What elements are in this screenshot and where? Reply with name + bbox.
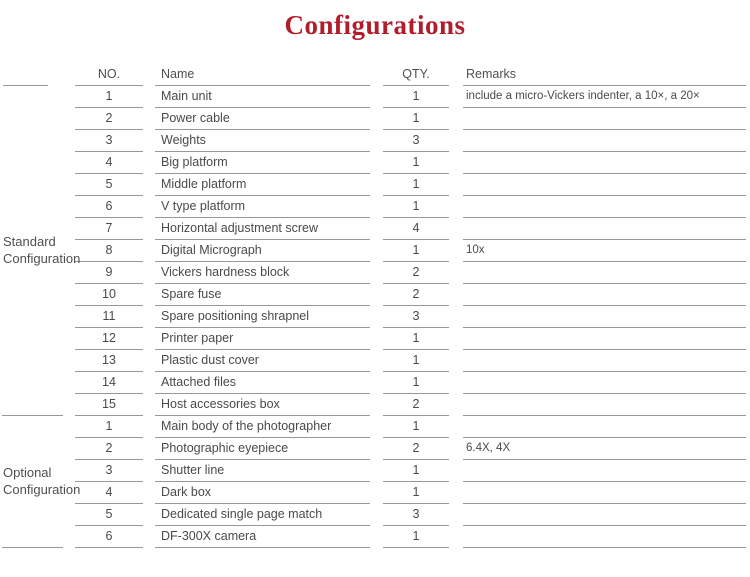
cell-no: 14 — [75, 372, 143, 394]
cell-name: Middle platform — [155, 174, 370, 196]
table-header-row — [0, 64, 750, 86]
cell-no: 8 — [75, 240, 143, 262]
cell-qty: 4 — [383, 218, 449, 240]
column-header-no: NO. — [75, 64, 143, 86]
table-row — [0, 394, 750, 416]
cell-no: 4 — [75, 152, 143, 174]
cell-qty: 1 — [383, 350, 449, 372]
cell-qty: 1 — [383, 108, 449, 130]
cell-qty: 1 — [383, 174, 449, 196]
cell-remarks — [463, 306, 746, 328]
cell-name: DF-300X camera — [155, 526, 370, 548]
table-row — [0, 152, 750, 174]
cell-name: Dedicated single page match — [155, 504, 370, 526]
cell-qty: 1 — [383, 240, 449, 262]
cell-remarks — [463, 284, 746, 306]
table-row — [0, 86, 750, 108]
cell-no: 4 — [75, 482, 143, 504]
cell-remarks — [463, 196, 746, 218]
cell-name: V type platform — [155, 196, 370, 218]
table-row — [0, 372, 750, 394]
cell-remarks — [463, 482, 746, 504]
cell-remarks — [463, 526, 746, 548]
cell-remarks — [463, 504, 746, 526]
table-row — [0, 130, 750, 152]
cell-qty: 2 — [383, 262, 449, 284]
cell-no: 6 — [75, 526, 143, 548]
cell-name: Digital Micrograph — [155, 240, 370, 262]
cell-remarks — [463, 262, 746, 284]
cell-remarks — [463, 416, 746, 438]
cell-remarks — [463, 130, 746, 152]
cell-no: 11 — [75, 306, 143, 328]
cell-remarks: 10x — [463, 240, 746, 262]
cell-no: 9 — [75, 262, 143, 284]
section-boundary-line — [2, 394, 63, 416]
cell-name: Vickers hardness block — [155, 262, 370, 284]
cell-name: Shutter line — [155, 460, 370, 482]
cell-no: 13 — [75, 350, 143, 372]
cell-qty: 3 — [383, 504, 449, 526]
cell-remarks — [463, 460, 746, 482]
column-header-remarks: Remarks — [463, 64, 746, 86]
cell-remarks: include a micro-Vickers indenter, a 10×, a 20× — [463, 86, 746, 108]
cell-name: Weights — [155, 130, 370, 152]
cell-no: 10 — [75, 284, 143, 306]
cell-remarks — [463, 372, 746, 394]
table-row — [0, 438, 750, 460]
table-row — [0, 416, 750, 438]
cell-no: 3 — [75, 460, 143, 482]
cell-name: Printer paper — [155, 328, 370, 350]
cell-name: Plastic dust cover — [155, 350, 370, 372]
cell-remarks — [463, 394, 746, 416]
cell-remarks — [463, 218, 746, 240]
column-header-name: Name — [155, 64, 370, 86]
cell-qty: 2 — [383, 438, 449, 460]
cell-qty: 1 — [383, 152, 449, 174]
cell-qty: 1 — [383, 196, 449, 218]
cell-no: 12 — [75, 328, 143, 350]
cell-name: Photographic eyepiece — [155, 438, 370, 460]
cell-no: 2 — [75, 438, 143, 460]
table-row — [0, 350, 750, 372]
cell-no: 2 — [75, 108, 143, 130]
table-row — [0, 306, 750, 328]
cell-name: Power cable — [155, 108, 370, 130]
cell-qty: 1 — [383, 460, 449, 482]
cell-qty: 1 — [383, 372, 449, 394]
table-row — [0, 108, 750, 130]
cell-remarks — [463, 152, 746, 174]
configurations-table — [0, 64, 750, 548]
cell-no: 3 — [75, 130, 143, 152]
table-row — [0, 526, 750, 548]
cell-name: Horizontal adjustment screw — [155, 218, 370, 240]
cell-no: 7 — [75, 218, 143, 240]
cell-no: 1 — [75, 416, 143, 438]
cell-remarks — [463, 350, 746, 372]
cell-remarks — [463, 108, 746, 130]
cell-name: Attached files — [155, 372, 370, 394]
header-section-underline — [3, 64, 48, 86]
table-row — [0, 328, 750, 350]
cell-no: 15 — [75, 394, 143, 416]
cell-name: Main unit — [155, 86, 370, 108]
table-row — [0, 196, 750, 218]
cell-qty: 2 — [383, 284, 449, 306]
cell-qty: 1 — [383, 482, 449, 504]
section-boundary-line — [2, 526, 63, 548]
cell-name: Dark box — [155, 482, 370, 504]
cell-name: Big platform — [155, 152, 370, 174]
cell-remarks: 6.4X, 4X — [463, 438, 746, 460]
cell-qty: 3 — [383, 130, 449, 152]
cell-qty: 1 — [383, 328, 449, 350]
cell-no: 5 — [75, 174, 143, 196]
table-row — [0, 284, 750, 306]
cell-qty: 2 — [383, 394, 449, 416]
table-row — [0, 174, 750, 196]
cell-no: 1 — [75, 86, 143, 108]
table-row — [0, 504, 750, 526]
section-label-standard: Standard Configuration — [3, 234, 81, 266]
section-label-optional: Optional Configuration — [3, 465, 81, 497]
column-header-qty: QTY. — [383, 64, 449, 86]
cell-name: Spare fuse — [155, 284, 370, 306]
cell-qty: 1 — [383, 86, 449, 108]
cell-qty: 1 — [383, 416, 449, 438]
cell-qty: 3 — [383, 306, 449, 328]
cell-no: 5 — [75, 504, 143, 526]
cell-qty: 1 — [383, 526, 449, 548]
cell-name: Host accessories box — [155, 394, 370, 416]
page-title: Configurations — [284, 10, 466, 40]
cell-remarks — [463, 328, 746, 350]
cell-name: Spare positioning shrapnel — [155, 306, 370, 328]
cell-name: Main body of the photographer — [155, 416, 370, 438]
cell-remarks — [463, 174, 746, 196]
cell-no: 6 — [75, 196, 143, 218]
